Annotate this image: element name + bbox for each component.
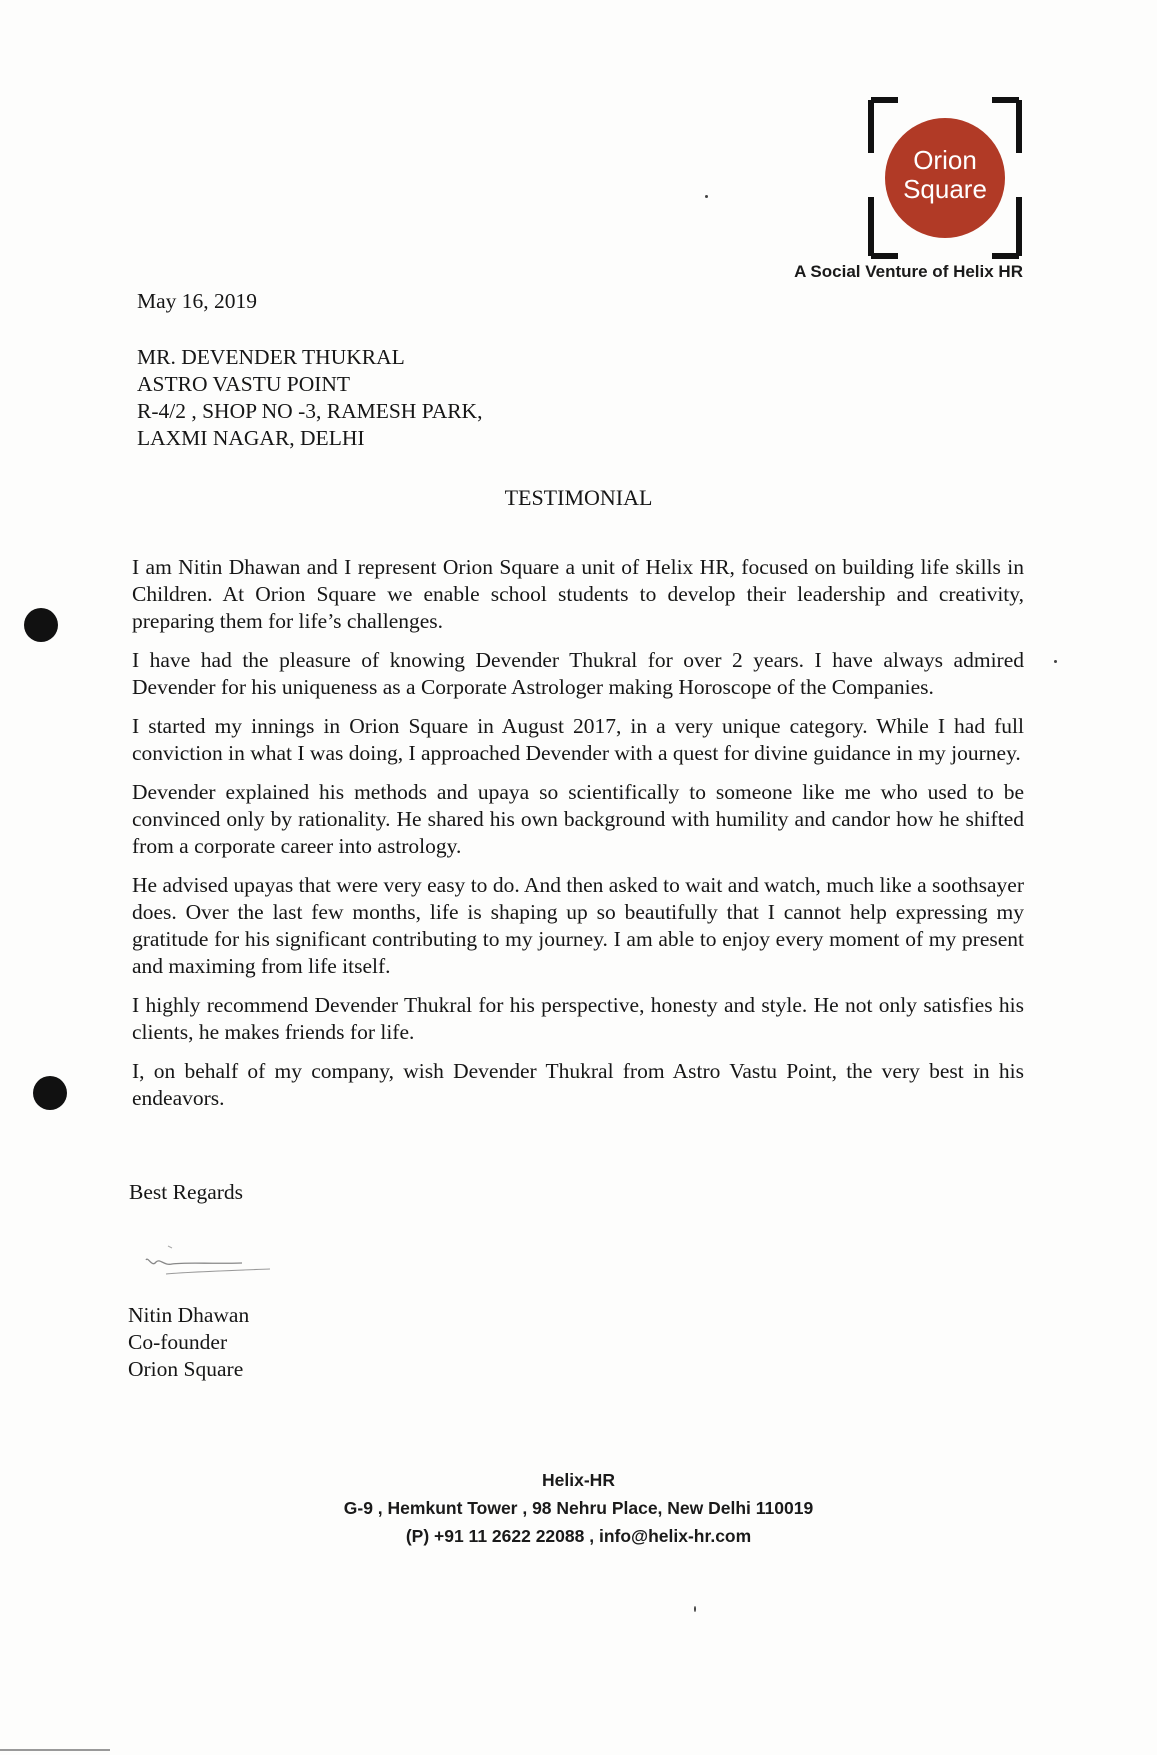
recipient-line: ASTRO VASTU POINT: [137, 372, 351, 396]
punch-hole: [33, 1076, 67, 1110]
body-paragraph: I, on behalf of my company, wish Devender Thukral from Astro Vastu Point, the very best in his endeavors.: [132, 1059, 1024, 1110]
recipient-line: LAXMI NAGAR, DELHI: [137, 426, 365, 450]
body-paragraph: I have had the pleasure of knowing Devender Thukral for over 2 years. I have always admired Devender for his uniqueness as a Corporate Astrologer making Horoscope of the Companies.: [132, 648, 1024, 699]
orion-square-logo: [868, 97, 1022, 259]
logo-text-line1: Orion: [913, 145, 977, 175]
scan-speck: [1054, 660, 1057, 663]
body-paragraph: He advised upayas that were very easy to do. And then asked to wait and watch, much like a soothsayer does. Over the last few months, life is shaping up so beautifully that I cannot help expressing my gratitude for his significant contributing to my journey. I am able to enjoy every moment of my present and maximing from life itself.: [132, 873, 1024, 978]
letter-heading: TESTIMONIAL: [504, 485, 653, 510]
recipient-line: R-4/2 , SHOP NO -3, RAMESH PARK,: [137, 399, 483, 423]
closing-salutation: Best Regards: [129, 1180, 244, 1204]
letter-body: [132, 554, 1024, 1124]
body-paragraph: I started my innings in Orion Square in August 2017, in a very unique category. While I had full conviction in what I was doing, I approached Devender with a quest for divine guidance in my journey.: [132, 714, 1024, 765]
letterhead-tagline: A Social Venture of Helix HR: [794, 262, 1023, 281]
recipient-line: MR. DEVENDER THUKRAL: [137, 345, 405, 369]
letter-date: May 16, 2019: [137, 289, 258, 313]
scan-edge-line: [0, 1749, 110, 1751]
signer-name: Nitin Dhawan: [128, 1303, 250, 1327]
scan-speck: [694, 1606, 696, 1612]
body-paragraph: Devender explained his methods and upaya so scientifically to someone like me who used to be convinced only by rationality. He shared his own background with humility and candor how he shifted from a corporate career into astrology.: [132, 780, 1024, 858]
scan-speck: [705, 195, 708, 198]
signer-block: [128, 1302, 249, 1383]
body-paragraph: I highly recommend Devender Thukral for his perspective, honesty and style. He not only satisfies his clients, he makes friends for life.: [132, 993, 1024, 1044]
footer-address: G-9 , Hemkunt Tower , 98 Nehru Place, New Delhi 110019: [343, 1498, 814, 1518]
signer-title: Co-founder: [128, 1330, 228, 1354]
handwritten-signature: [138, 1238, 278, 1286]
signer-company: Orion Square: [128, 1357, 244, 1381]
recipient-address: [137, 344, 482, 452]
punch-hole: [24, 608, 58, 642]
logo-text-line2: Square: [903, 174, 987, 204]
letter-footer: [0, 1466, 1157, 1550]
footer-contact: (P) +91 11 2622 22088 , info@helix-hr.com: [405, 1526, 752, 1546]
body-paragraph: I am Nitin Dhawan and I represent Orion Square a unit of Helix HR, focused on building life skills in Children. At Orion Square we enable school students to develop their leadership and creativity, preparing them for life’s challenges.: [132, 555, 1024, 633]
footer-company: Helix-HR: [542, 1470, 615, 1490]
